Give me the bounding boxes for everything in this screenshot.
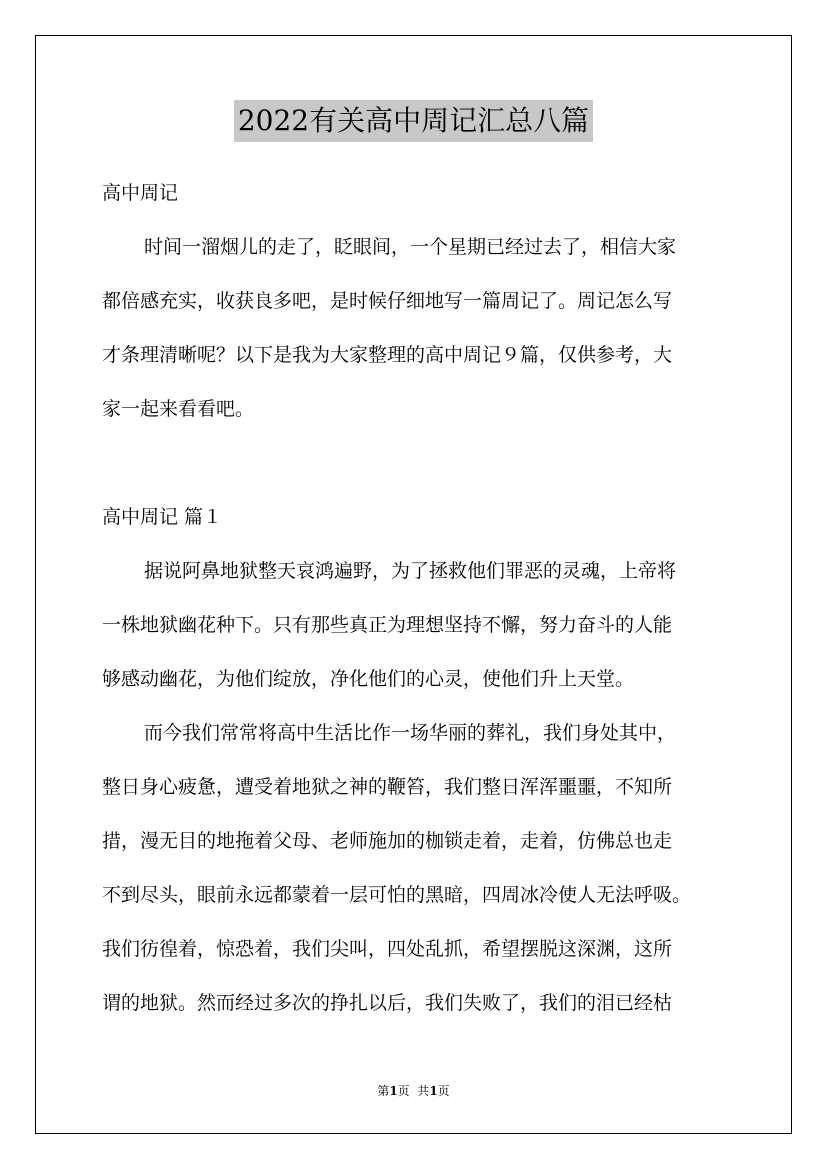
text-line: 措，漫无目的地拖着父母、老师施加的枷锁走着，走着，仿佛总也走 — [102, 830, 673, 852]
text-line: 都倍感充实，收获良多吧，是时候仔细地写一篇周记了。周记怎么写 — [102, 290, 673, 312]
text-line: 时间一溜烟儿的走了，眨眼间，一个星期已经过去了，相信大家 — [144, 236, 677, 258]
paragraph — [102, 220, 738, 436]
text-line: 不到尽头，眼前永远都蒙着一层可怕的黑暗，四周冰冷使人无法呼吸。 — [102, 884, 692, 906]
text-line: 谓的地狱。然而经过多次的挣扎以后，我们失败了，我们的泪已经枯 — [102, 992, 673, 1014]
text-line: 家一起来看看吧。 — [102, 398, 255, 420]
document-title: 2022有关高中周记汇总八篇 — [234, 100, 593, 142]
text-line: 整日身心疲惫，遭受着地狱之神的鞭笞，我们整日浑浑噩噩，不知所 — [102, 776, 673, 798]
text-line: 我们彷徨着，惊恐着，我们尖叫，四处乱抓，希望摆脱这深渊，这所 — [102, 938, 673, 960]
title-container — [0, 100, 827, 142]
text-line: 才条理清晰呢？以下是我为大家整理的高中周记９篇，仅供参考，大 — [102, 344, 673, 366]
text-line: 一株地狱幽花种下。只有那些真正为理想坚持不懈，努力奋斗的人能 — [102, 614, 673, 636]
footer-page-mid: 页 共 — [397, 1084, 430, 1098]
document-body — [102, 166, 738, 1030]
footer-page-prefix: 第 — [377, 1084, 390, 1098]
text-line: 据说阿鼻地狱整天哀鸿遍野，为了拯救他们罪恶的灵魂，上帝将 — [144, 560, 677, 582]
footer-page-total: 1 — [429, 1084, 438, 1098]
page-footer — [0, 1083, 827, 1099]
section-gap — [102, 436, 738, 490]
section-heading: 高中周记 — [102, 182, 179, 204]
footer-page-current: 1 — [389, 1084, 398, 1098]
paragraph — [102, 544, 738, 706]
footer-page-suffix: 页 — [437, 1084, 450, 1098]
section-heading: 高中周记 篇１ — [102, 506, 223, 528]
text-line: 够感动幽花，为他们绽放，净化他们的心灵，使他们升上天堂。 — [102, 668, 635, 690]
text-line: 而今我们常常将高中生活比作一场华丽的葬礼，我们身处其中， — [144, 722, 677, 744]
paragraph — [102, 706, 738, 1030]
